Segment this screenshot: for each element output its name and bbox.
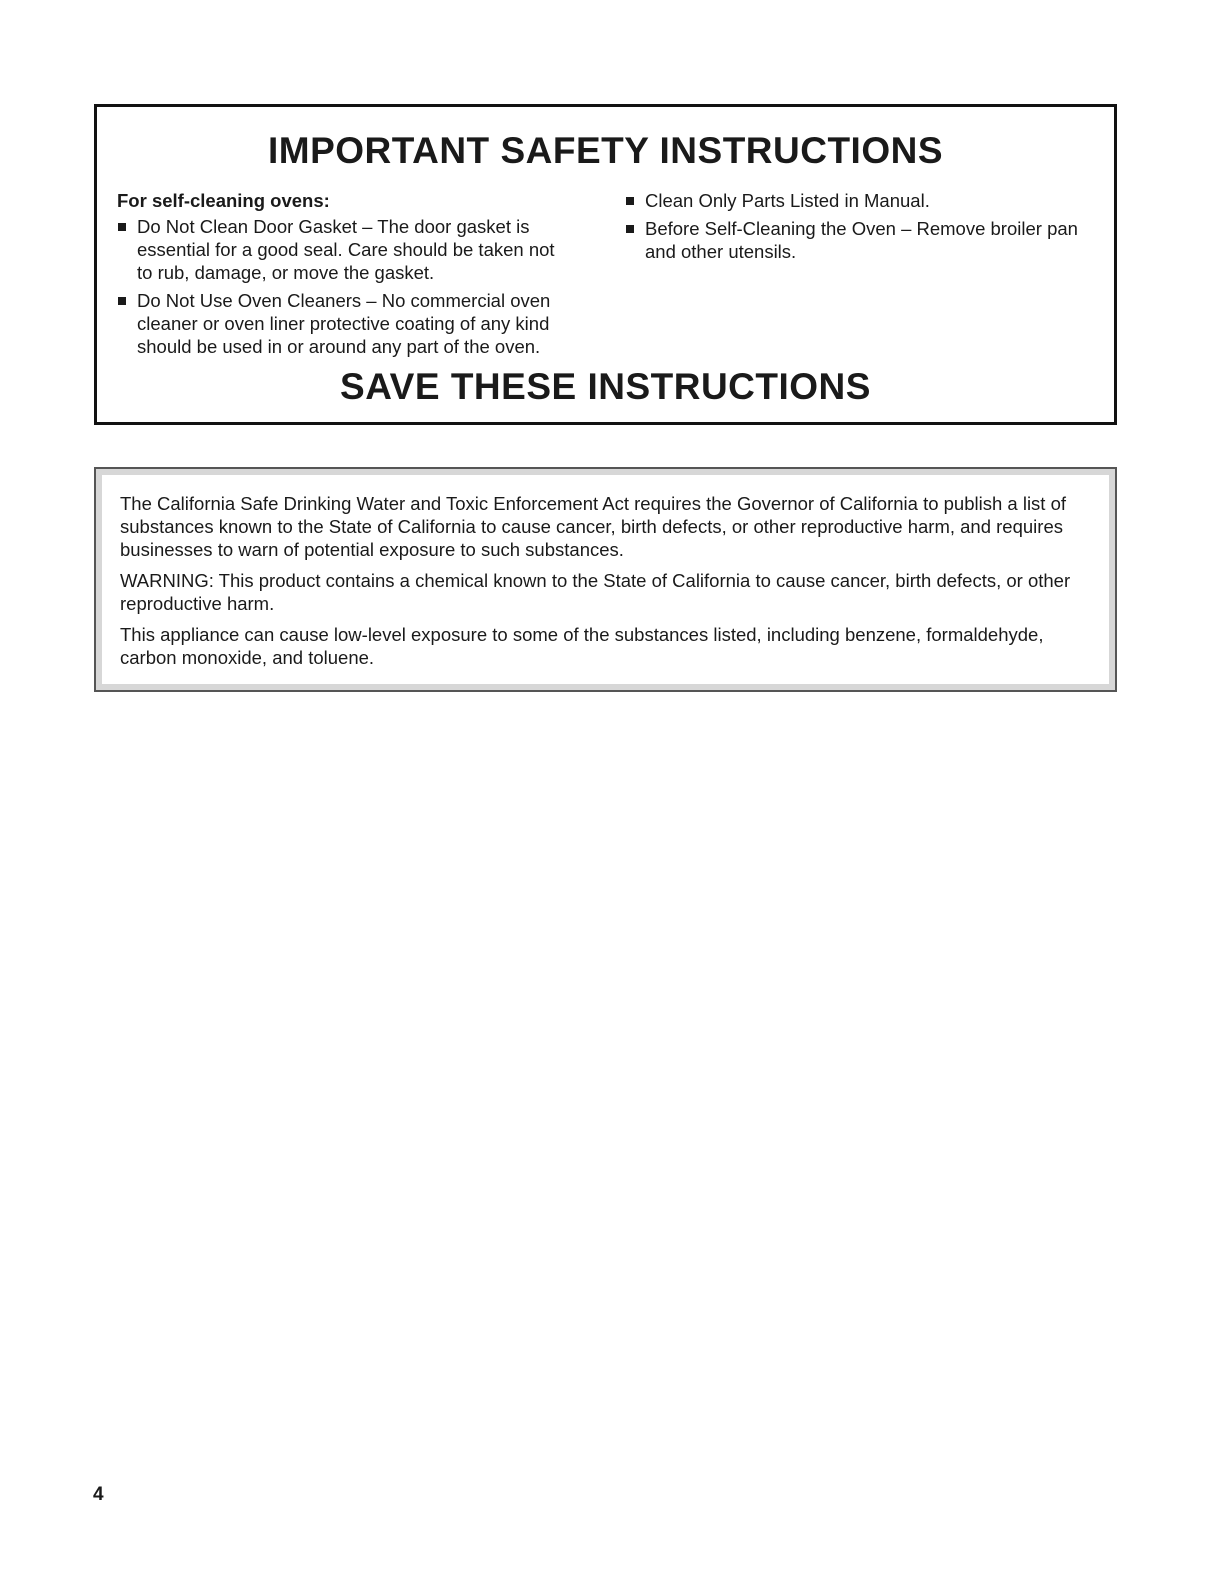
prop65-warning-content	[102, 475, 1109, 684]
square-bullet-icon	[626, 225, 634, 233]
prop65-warning-paragraph: WARNING: This product contains a chemical known to the State of California to cause cancer, birth defects, or other reproductive harm.	[120, 570, 1071, 614]
safety-instructions-box	[94, 104, 1117, 425]
prop65-exposure-paragraph: This appliance can cause low-level exposure to some of the substances listed, including benzene, formaldehyde, carbon monoxide, and toluene.	[120, 624, 1044, 668]
list-item	[625, 217, 1105, 263]
self-cleaning-subheading: For self-cleaning ovens:	[117, 190, 330, 211]
prop65-warning-box	[94, 467, 1117, 692]
square-bullet-icon	[118, 297, 126, 305]
save-instructions-title: SAVE THESE INSTRUCTIONS	[340, 366, 871, 407]
list-item-text: Do Not Clean Door Gasket – The door gasket is essential for a good seal. Care should be taken not to rub, damage, or move the gasket.	[137, 216, 555, 283]
list-item-text: Do Not Use Oven Cleaners – No commercial oven cleaner or oven liner protective coating of any kind should be used in or around any part of the oven.	[137, 290, 551, 357]
safety-left-column	[117, 189, 567, 363]
list-item-text: Clean Only Parts Listed in Manual.	[645, 190, 930, 211]
list-item-text: Before Self-Cleaning the Oven – Remove broiler pan and other utensils.	[645, 218, 1078, 262]
list-item	[117, 289, 567, 358]
safety-right-column	[625, 189, 1105, 268]
square-bullet-icon	[118, 223, 126, 231]
list-item	[625, 189, 1105, 212]
self-cleaning-list-left	[117, 215, 567, 358]
list-item	[117, 215, 567, 284]
safety-instructions-title: IMPORTANT SAFETY INSTRUCTIONS	[267, 130, 944, 171]
prop65-intro-paragraph: The California Safe Drinking Water and Toxic Enforcement Act requires the Governor of California to publish a list of substances known to the State of California to cause cancer, birth defects, or other reproductive harm, and requires businesses to warn of potential exposure to such substances.	[120, 493, 1067, 560]
page-number: 4	[93, 1484, 104, 1505]
square-bullet-icon	[626, 197, 634, 205]
self-cleaning-list-right	[625, 189, 1105, 263]
